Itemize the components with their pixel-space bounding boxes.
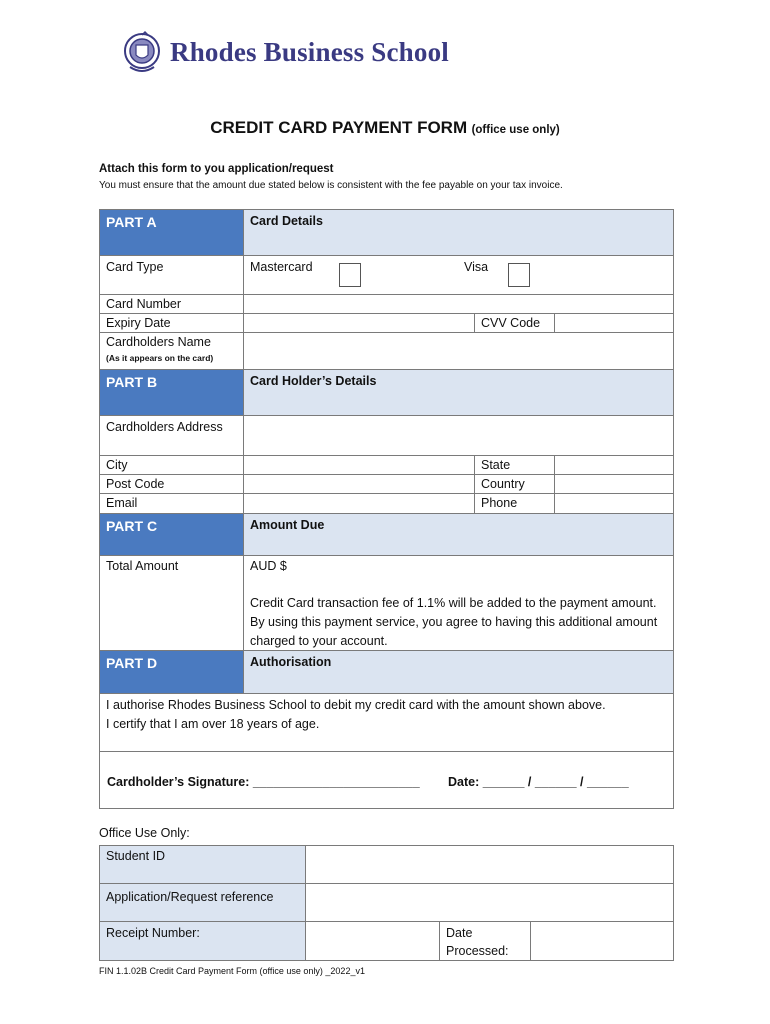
- date-processed-input[interactable]: [530, 921, 674, 961]
- country-input[interactable]: [554, 474, 674, 494]
- receipt-number-label: Receipt Number:: [99, 921, 305, 961]
- attach-instruction: Attach this form to you application/request: [99, 163, 334, 175]
- mastercard-checkbox[interactable]: [339, 263, 361, 287]
- visa-checkbox[interactable]: [508, 263, 530, 287]
- ensure-instruction: You must ensure that the amount due stated below is consistent with the fee payable on your tax invoice.: [99, 180, 563, 191]
- school-name: Rhodes Business School: [170, 36, 449, 67]
- cardholder-name-input[interactable]: [243, 332, 674, 369]
- email-input[interactable]: [243, 493, 474, 514]
- card-number-input[interactable]: [243, 294, 674, 314]
- reference-input[interactable]: [305, 883, 674, 922]
- card-type-label: Card Type: [99, 255, 243, 295]
- post-code-label: Post Code: [99, 474, 243, 494]
- part-b-heading: Card Holder’s Details: [243, 369, 674, 415]
- receipt-number-input[interactable]: [305, 921, 439, 961]
- mastercard-label: Mastercard: [250, 260, 313, 274]
- email-label: Email: [99, 493, 243, 514]
- cvv-input[interactable]: [554, 313, 674, 333]
- visa-label: Visa: [464, 260, 489, 274]
- date-processed-label: [439, 921, 530, 961]
- expiry-date-input[interactable]: [243, 313, 474, 333]
- form-title: [0, 118, 770, 138]
- part-d-label: PART D: [99, 650, 243, 693]
- part-d-heading: Authorisation: [243, 650, 674, 693]
- school-logo: [122, 28, 449, 76]
- address-label: Cardholders Address: [99, 415, 243, 455]
- cardholder-name-label: Cardholders Name: [106, 335, 211, 349]
- certify-text: I certify that I am over 18 years of age.: [106, 717, 320, 731]
- state-label: State: [474, 455, 554, 475]
- phone-label: Phone: [474, 493, 554, 514]
- date-processed-line-2: Processed:: [446, 944, 509, 958]
- authorise-text: I authorise Rhodes Business School to debit my credit card with the amount shown above.: [106, 698, 606, 712]
- country-label: Country: [474, 474, 554, 494]
- total-amount-cell: [243, 555, 674, 651]
- form-footer: FIN 1.1.02B Credit Card Payment Form (office use only) _2022_v1: [99, 966, 365, 976]
- signature-field[interactable]: Cardholder’s Signature: ________________________: [107, 775, 420, 789]
- currency-label: AUD $: [250, 559, 287, 573]
- cvv-label: CVV Code: [474, 313, 554, 333]
- student-id-label: Student ID: [99, 845, 305, 884]
- office-use-title: Office Use Only:: [99, 826, 190, 840]
- address-input[interactable]: [243, 415, 674, 455]
- phone-input[interactable]: [554, 493, 674, 514]
- crest-icon: [122, 29, 162, 75]
- date-processed-line-1: Date: [446, 926, 473, 940]
- part-b-label: PART B: [99, 369, 243, 415]
- student-id-input[interactable]: [305, 845, 674, 884]
- city-label: City: [99, 455, 243, 475]
- part-c-heading: Amount Due: [243, 513, 674, 556]
- date-field[interactable]: Date: ______ / ______ / ______: [448, 775, 629, 789]
- part-a-heading: Card Details: [243, 209, 674, 255]
- form-title-main: CREDIT CARD PAYMENT FORM: [210, 118, 468, 137]
- reference-label: Application/Request reference: [99, 883, 305, 922]
- part-a-label: PART A: [99, 209, 243, 255]
- total-amount-label: Total Amount: [99, 555, 243, 651]
- transaction-fee-note: Credit Card transaction fee of 1.1% will be added to the payment amount. By using this payment service, you agree to having this additional amount charged to your account.: [250, 596, 658, 648]
- card-number-label: Card Number: [99, 294, 243, 314]
- expiry-date-label: Expiry Date: [99, 313, 243, 333]
- state-input[interactable]: [554, 455, 674, 475]
- cardholder-name-cell: [99, 332, 243, 369]
- card-type-field: [243, 255, 674, 295]
- part-c-label: PART C: [99, 513, 243, 556]
- authorisation-statement: [99, 693, 674, 751]
- form-title-sub: (office use only): [471, 124, 560, 136]
- cardholder-name-note: (As it appears on the card): [106, 353, 214, 363]
- post-code-input[interactable]: [243, 474, 474, 494]
- city-input[interactable]: [243, 455, 474, 475]
- signature-row: [99, 751, 674, 809]
